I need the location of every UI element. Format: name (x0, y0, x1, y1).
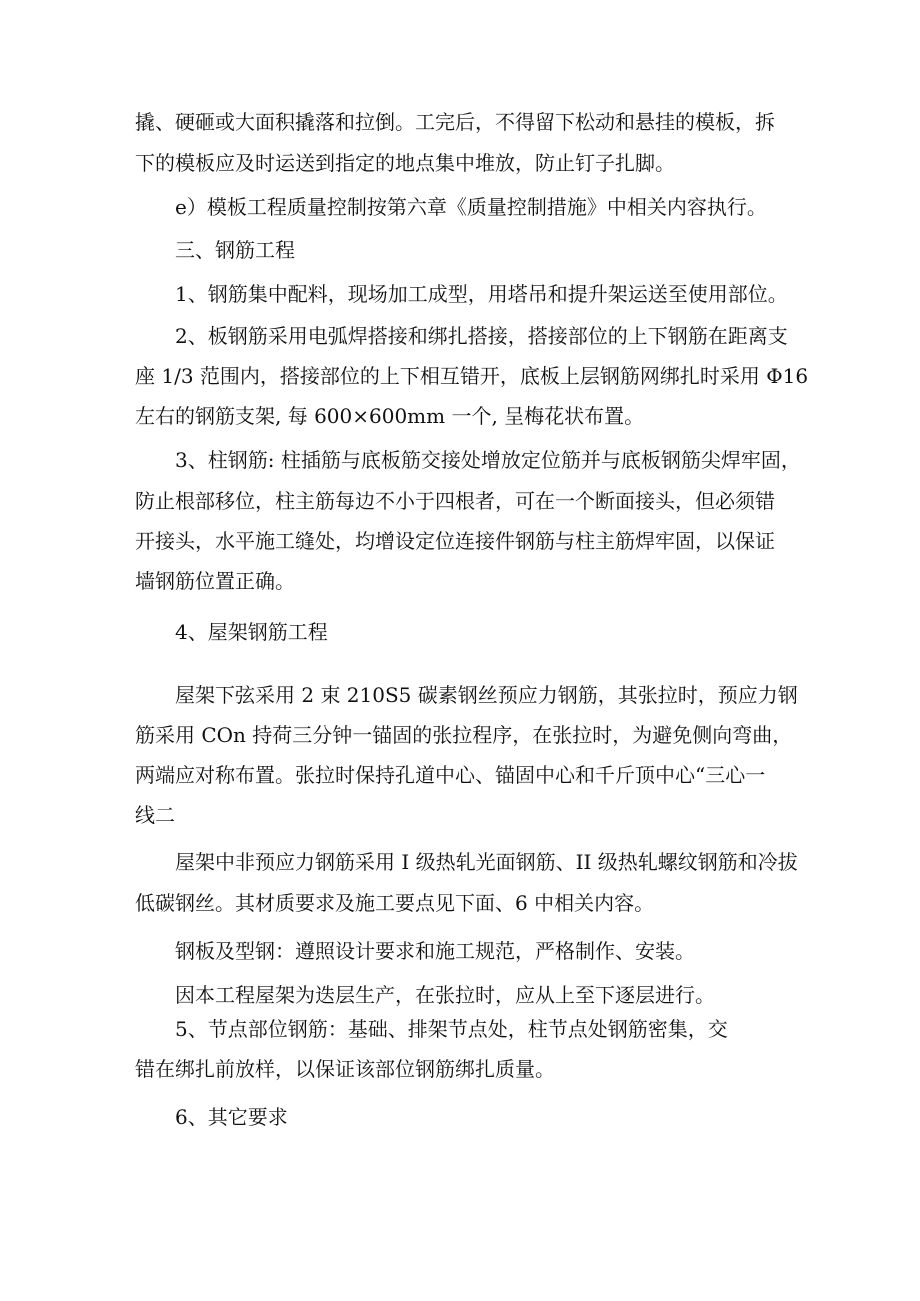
paragraph-line: 1、钢筋集中配料，现场加工成型，用塔吊和提升架运送至使用部位。 (175, 282, 788, 306)
paragraph-line: 线二 (135, 803, 175, 827)
paragraph-line: 钢板及型钢：遵照设计要求和施工规范，严格制作、安装。 (175, 939, 695, 963)
paragraph-line: 5、节点部位钢筋：基础、排架节点处，柱节点处钢筋密集，交 (175, 1017, 728, 1041)
paragraph-line: 墙钢筋位置正确。 (135, 569, 295, 593)
paragraph-line: 防止根部移位，柱主筋每边不小于四根者，可在一个断面接头，但必须错 (135, 489, 775, 513)
paragraph-line: 开接头，水平施工缝处，均增设定位连接件钢筋与柱主筋焊牢固，以保证 (135, 529, 775, 553)
paragraph-line: 低碳钢丝。其材质要求及施工要点见下面、6 中相关内容。 (135, 891, 655, 915)
paragraph-line: 撬、硬砸或大面积撬落和拉倒。工完后，不得留下松动和悬挂的模板，拆 (135, 110, 775, 134)
paragraph-line: 因本工程屋架为迭层生产，在张拉时，应从上至下逐层进行。 (175, 983, 715, 1007)
subsection-heading: 4、屋架钢筋工程 (175, 620, 328, 644)
paragraph-line: 筋采用 COn 持荷三分钟一锚固的张拉程序，在张拉时，为避免侧向弯曲， (135, 723, 793, 747)
paragraph-line: 2、板钢筋采用电弧焊搭接和绑扎搭接，搭接部位的上下钢筋在距离支 (175, 324, 788, 348)
paragraph-line: 3、柱钢筋: 柱插筋与底板筋交接处增放定位筋并与底板钢筋尖焊牢固， (175, 448, 801, 472)
paragraph-line: 座 1/3 范围内，搭接部位的上下相互错开，底板上层钢筋网绑扎时采用 Φ16 (135, 364, 809, 388)
paragraph-line: 两端应对称布置。张拉时保持孔道中心、锚固中心和千斤顶中心“三心一 (135, 763, 766, 787)
paragraph-line: 屋架下弦采用 2 束 210S5 碳素钢丝预应力钢筋，其张拉时，预应力钢 (175, 683, 798, 707)
paragraph-line: 错在绑扎前放样，以保证该部位钢筋绑扎质量。 (135, 1057, 555, 1081)
paragraph-line: 左右的钢筋支架, 每 600×600mm 一个, 呈梅花状布置。 (135, 404, 645, 428)
section-heading: 三、钢筋工程 (175, 238, 295, 262)
paragraph-line: 下的模板应及时运送到指定的地点集中堆放，防止钉子扎脚。 (135, 151, 675, 175)
paragraph-line: 屋架中非预应力钢筋采用 I 级热轧光面钢筋、II 级热轧螺纹钢筋和冷拔 (175, 850, 798, 874)
subsection-heading: 6、其它要求 (175, 1105, 288, 1129)
paragraph-line: e）模板工程质量控制按第六章《质量控制措施》中相关内容执行。 (175, 195, 767, 219)
